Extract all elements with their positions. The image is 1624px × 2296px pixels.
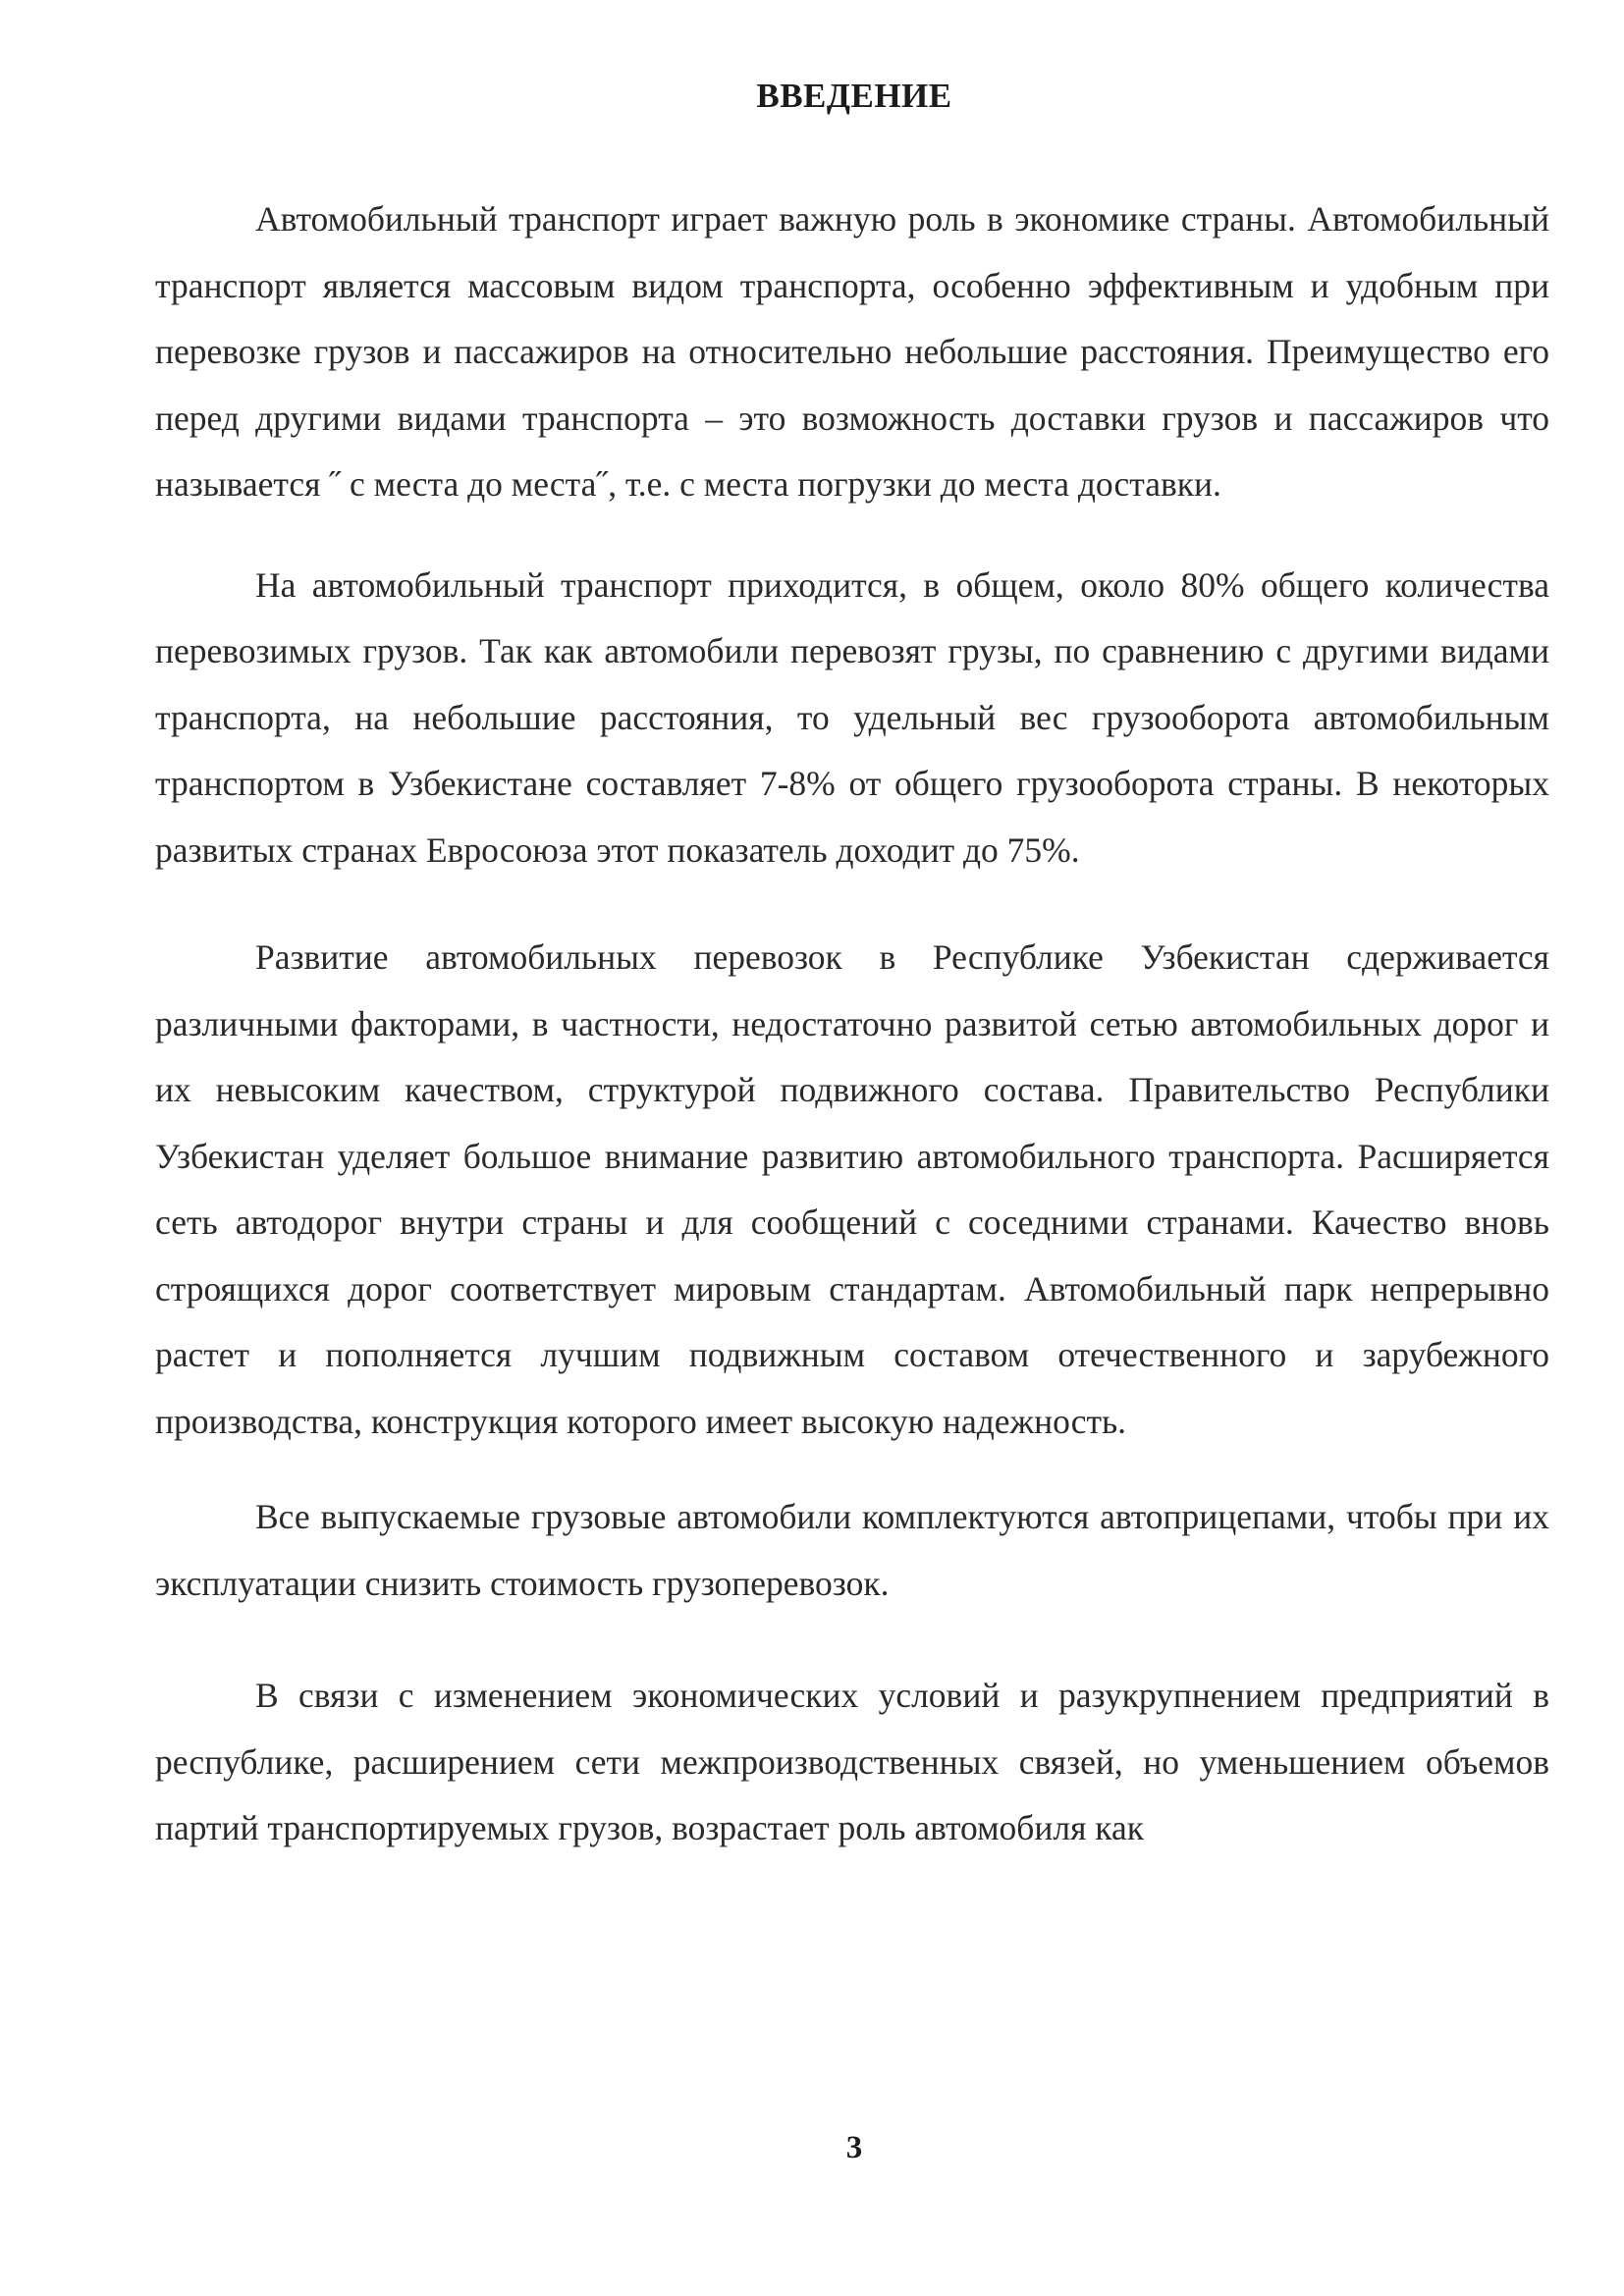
page-number: 3 [845,2130,863,2165]
paragraph-5: В связи с изменением экономических условий и разукрупнением предприятий в республике, расширением сети межпроизводственных связей, но уменьшением объемов партий транспортируемых грузов, возрастает роль автомобиля как [155,1676,1549,1847]
paragraph-1: Автомобильный транспорт играет важную роль в экономике страны. Автомобильный транспорт является массовым видом транспорта, особенно эффективным и удобным при перевозке грузов и пассажиров на относительно небольшие расстояния. Преимущество его перед другими видами транспорта – это возможность доставки грузов и пассажиров что называется ˝ с места до места˝, т.е. с места погрузки до места доставки. [155,199,1549,504]
paragraph-4: Все выпускаемые грузовые автомобили комплектуются автоприцепами, чтобы при их эксплуатации снизить стоимость грузоперевозок. [155,1497,1549,1603]
paragraph-2: На автомобильный транспорт приходится, в общем, около 80% общего количества перевозимых грузов. Так как автомобили перевозят грузы, по сравнению с другими видами транспорта, на небольшие расстояния, то удельный вес грузооборота автомобильным транспортом в Узбекистане составляет 7-8% от общего грузооборота страны. В некоторых развитых странах Евросоюза этот показатель доходит до 75%. [155,564,1549,870]
document-body [155,187,1549,1892]
page-title: ВВЕДЕНИЕ [756,77,952,115]
paragraph-3: Развитие автомобильных перевозок в Республике Узбекистан сдерживается различными факторами, в частности, недостаточно развитой сетью автомобильных дорог и их невысоким качеством, структурой подвижного состава. Правительство Республики Узбекистан уделяет большое внимание развитию автомобильного транспорта. Расширяется сеть автодорог внутри страны и для сообщений с соседними странами. Качество вновь строящихся дорог соответствует мировым стандартам. Автомобильный парк непрерывно растет и пополняется лучшим подвижным составом отечественного и зарубежного производства, конструкция которого имеет высокую надежность. [155,937,1549,1441]
